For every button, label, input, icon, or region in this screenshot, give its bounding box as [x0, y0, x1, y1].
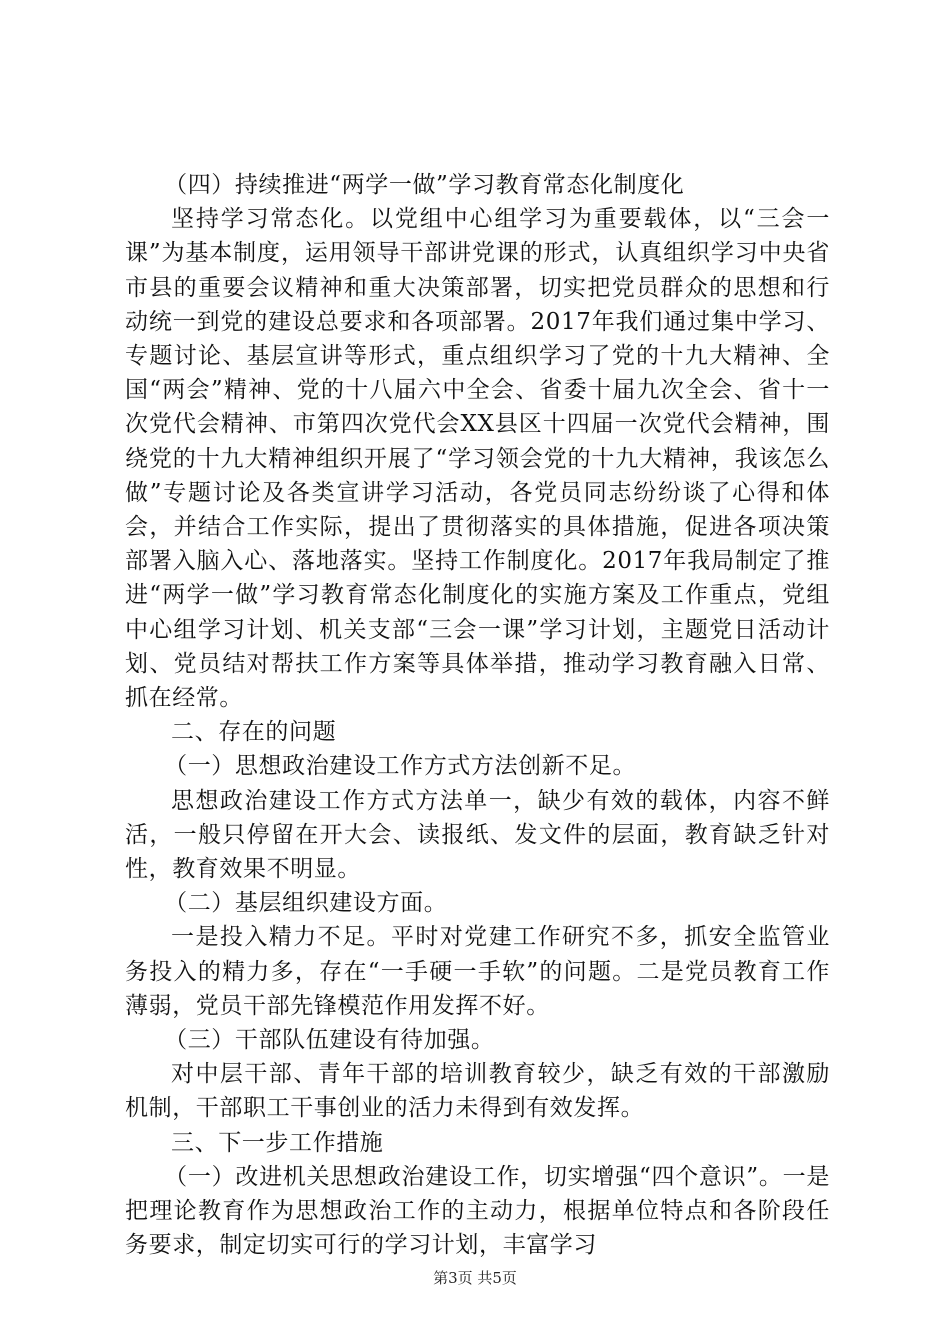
section-subheading: （四）持续推进“两学一做”学习教育常态化制度化 — [164, 172, 685, 198]
body-paragraph: 对中层干部、青年干部的培训教育较少，缺乏有效的干部激励机制，干部职工干事创业的活力未得到有效发挥。 — [125, 1061, 830, 1122]
body-paragraph: 思想政治建设工作方式方法单一，缺少有效的载体，内容不鲜活，一般只停留在开大会、读报纸、发文件的层面，教育缺乏针对性，教育效果不明显。 — [125, 787, 830, 883]
body-paragraph: 一是投入精力不足。平时对党建工作研究不多，抓安全监管业务投入的精力多，存在“一手硬一手软”的问题。二是党员教育工作薄弱，党员干部先锋模范作用发挥不好。 — [125, 924, 830, 1019]
section-subheading: （一）思想政治建设工作方式方法创新不足。 — [164, 753, 637, 780]
body-paragraph: 坚持学习常态化。以党组中心组学习为重要载体，以“三会一课”为基本制度，运用领导干部讲党课的形式，认真组织学习中央省市县的重要会议精神和重大决策部署，切实把党员群众的思想和行动统一到党的建设总要求和各项部署。2017年我们通过集中学习、专题讨论、基层宣讲等形式，重点组织学习了党的十九大精神、全国“两会”精神、党的十八届六中全会、省委十届九次全会、省十一次党代会精神、市第四次党代会XX县区十四届一次党代会精神，围绕党的十九大精神组织开展了“学习领会党的十九大精神，我该怎么做”专题讨论及各类宣讲学习活动，各党员同志纷纷谈了心得和体会，并结合工作实际，提出了贯彻落实的具体措施，促进各项决策部署入脑入心、落地落实。坚持工作制度化。2017年我局制定了推进“两学一做”学习教育常态化制度化的实施方案及工作重点，党组中心组学习计划、机关支部“三会一课”学习计划，主题党日活动计划、党员结对帮扶工作方案等具体举措，推动学习教育融入日常、抓在经常。 — [125, 206, 830, 712]
page-footer: 第3页 共5页 — [433, 1269, 517, 1287]
section-heading: 三、下一步工作措施 — [171, 1129, 384, 1156]
section-heading: 二、存在的问题 — [171, 719, 337, 746]
document-body — [125, 168, 830, 1263]
section-subheading: （二）基层组织建设方面。 — [164, 890, 448, 917]
section-subheading: （一）改进机关思想政治建设工作，切实增强“四个意识”。一是把理论教育作为思想政治工作的主动力，根据单位特点和各阶段任务要求，制定切实可行的学习计划，丰富学习 — [125, 1163, 830, 1259]
section-subheading: （三）干部队伍建设有待加强。 — [164, 1027, 495, 1054]
